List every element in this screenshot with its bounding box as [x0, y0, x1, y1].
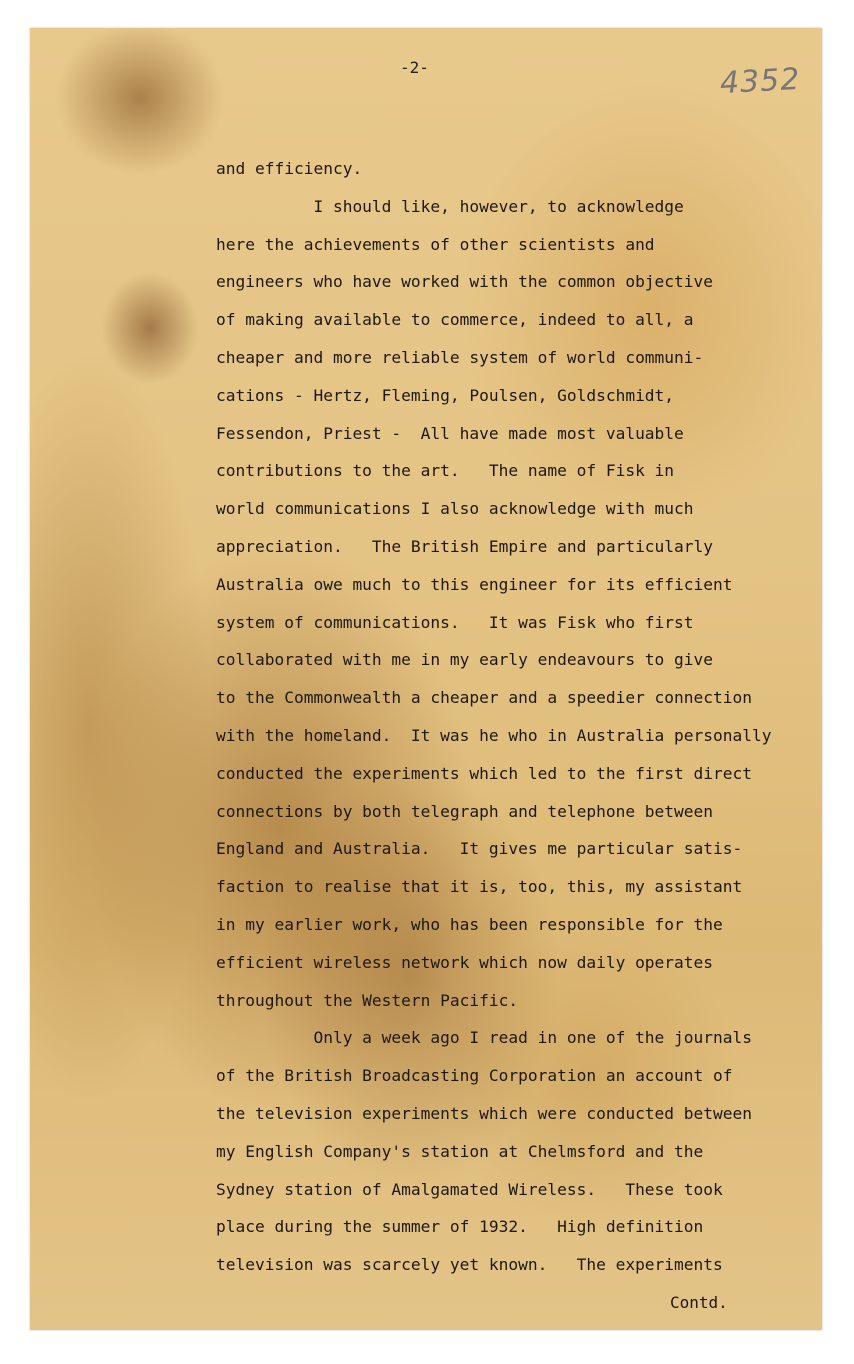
text-line: to the Commonwealth a cheaper and a speedier connection	[216, 688, 753, 708]
text-line: contributions to the art. The name of Fisk in	[216, 461, 675, 481]
typewritten-page	[30, 28, 822, 1330]
text-line: Australia owe much to this engineer for its efficient	[216, 574, 733, 594]
text-line: conducted the experiments which led to the first direct	[216, 763, 753, 783]
text-line: engineers who have worked with the common objective	[216, 272, 714, 292]
text-line: faction to realise that it is, too, this, my assistant	[216, 877, 743, 897]
text-line: throughout the Western Pacific.	[216, 990, 519, 1010]
body-text	[216, 150, 816, 1284]
text-line: Fessendon, Priest - All have made most valuable	[216, 423, 684, 443]
text-line: Sydney station of Amalgamated Wireless. These took	[216, 1179, 723, 1199]
text-line: with the homeland. It was he who in Australia personally	[216, 725, 772, 745]
text-line: the television experiments which were conducted between	[216, 1103, 753, 1123]
text-line: here the achievements of other scientists and	[216, 234, 655, 254]
text-line: in my earlier work, who has been responsible for the	[216, 914, 723, 934]
continuation-note: Contd.	[670, 1293, 728, 1312]
text-line: collaborated with me in my early endeavours to give	[216, 650, 714, 670]
text-line: world communications I also acknowledge with much	[216, 499, 694, 519]
text-line: cations - Hertz, Fleming, Poulsen, Goldschmidt,	[216, 385, 675, 405]
page-number: -2-	[400, 58, 429, 77]
text-line: Only a week ago I read in one of the journals	[216, 1028, 753, 1048]
text-line: connections by both telegraph and telephone between	[216, 801, 714, 821]
handwritten-archive-number: 4352	[718, 61, 801, 102]
text-line: system of communications. It was Fisk who first	[216, 612, 694, 632]
text-line: of the British Broadcasting Corporation an account of	[216, 1066, 733, 1086]
text-line: efficient wireless network which now daily operates	[216, 952, 714, 972]
text-line: England and Australia. It gives me particular satis-	[216, 839, 743, 859]
text-line: appreciation. The British Empire and particularly	[216, 536, 714, 556]
text-line: and efficiency.	[216, 159, 363, 178]
text-line: my English Company's station at Chelmsford and the	[216, 1141, 704, 1161]
text-line: television was scarcely yet known. The experiments	[216, 1255, 723, 1275]
text-line: cheaper and more reliable system of world communi-	[216, 347, 704, 367]
text-line: I should like, however, to acknowledge	[216, 196, 684, 216]
text-line: place during the summer of 1932. High definition	[216, 1217, 704, 1237]
text-line: of making available to commerce, indeed to all, a	[216, 310, 694, 330]
